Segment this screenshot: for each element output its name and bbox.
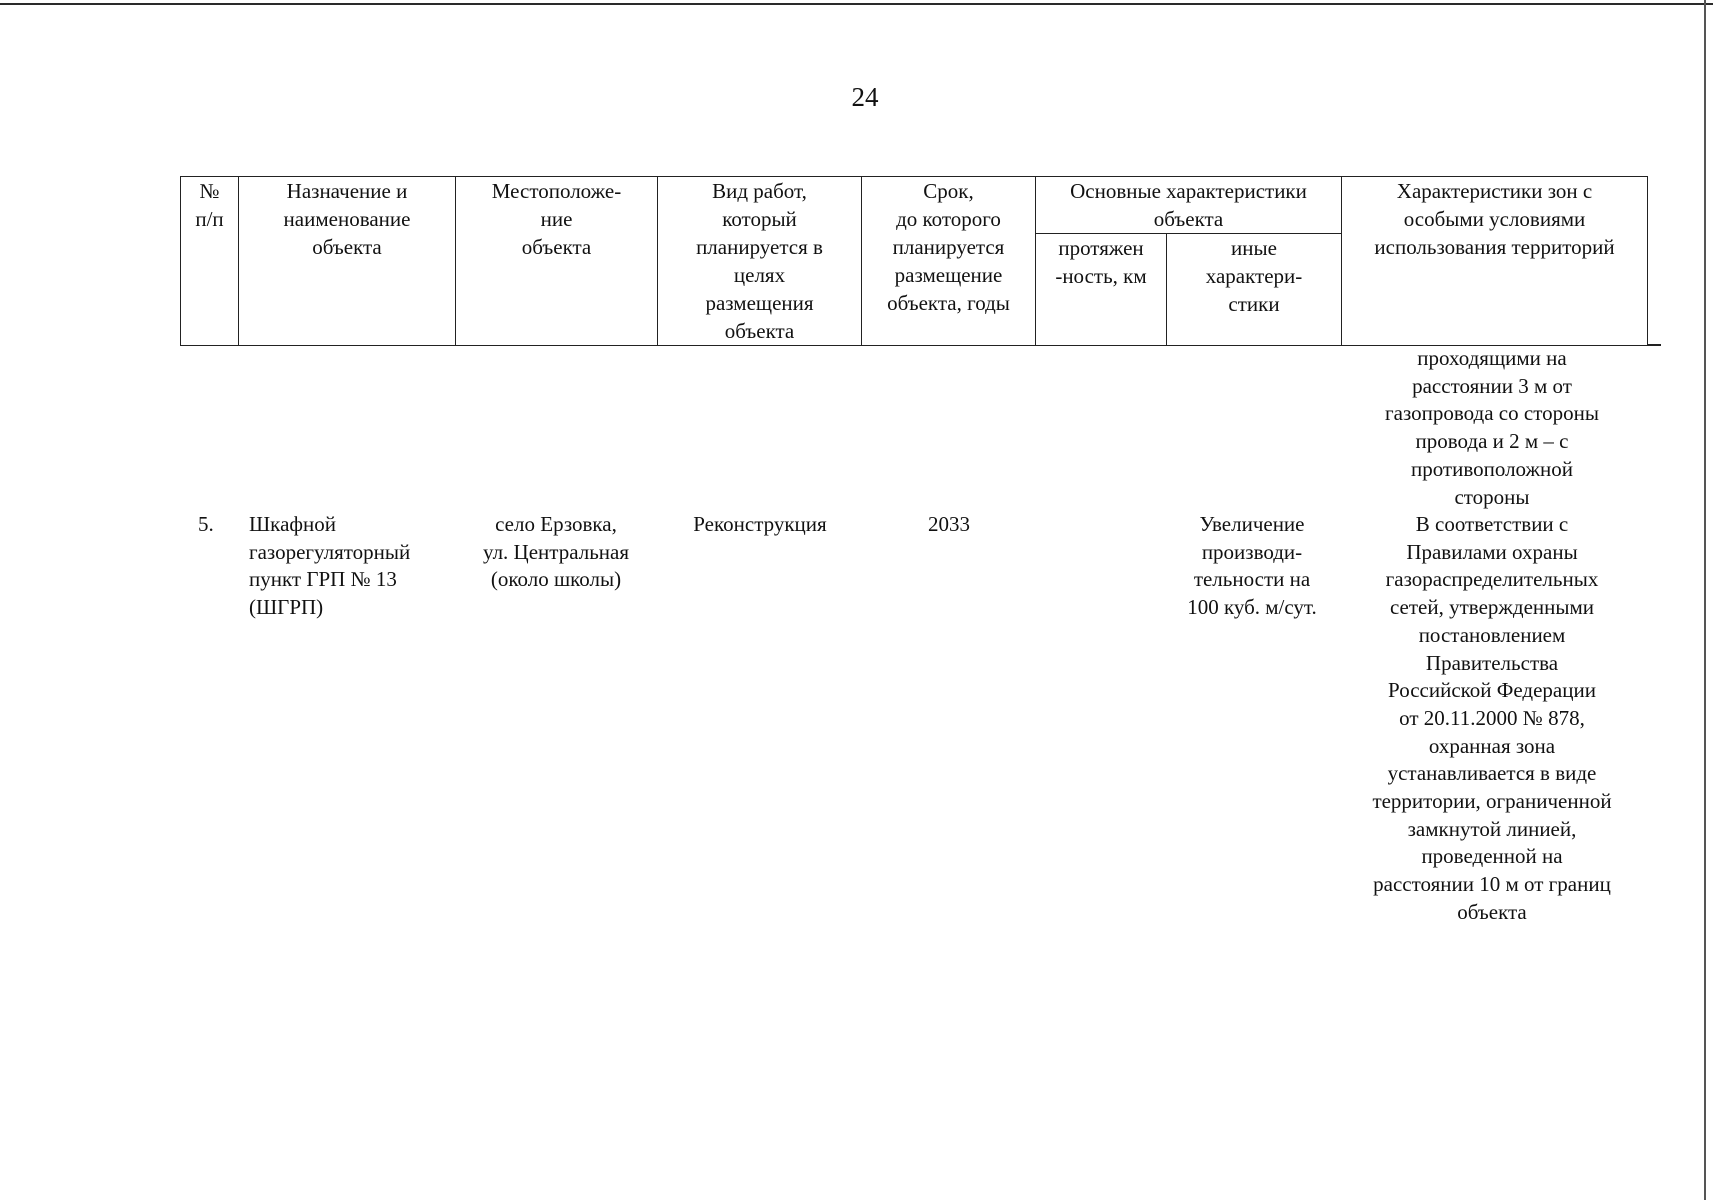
header-col-number: № п/п [181,177,239,346]
object-name: Шкафной газорегуляторный пункт ГРП № 13 (ШГРП) [249,512,411,620]
header-col-other-characteristics: иные характери- стики [1167,234,1342,346]
header-col-term: Срок, до которого планируется размещение объекта, годы [862,177,1036,346]
header-col-main-characteristics: Основные характеристики объекта [1036,177,1342,234]
other-characteristics: Увеличение производи- тельности на 100 куб. м/сут. [1187,512,1317,620]
header-col-location: Местоположе- ние объекта [456,177,658,346]
header-col-length: протяжен -ность, км [1036,234,1167,346]
top-border-line [0,3,1713,5]
object-location: село Ерзовка, ул. Центральная (около школы) [483,512,629,592]
header-col-zones: Характеристики зон с особыми условиями использования территорий [1342,177,1648,346]
zone-characteristics: В соответствии с Правилами охраны газораспределительных сетей, утвержденными постановлением Правительства Российской Федерации от 20.11.2000 № 878, охранная зона устанавливается в виде территории, ограниченной замкнутой линией, проведенной на расстоянии 10 м от границ объекта [1372,512,1612,924]
row-number: 5. [198,512,214,536]
header-bottom-line-extension [1647,344,1661,346]
header-col-work-type: Вид работ, который планируется в целях размещения объекта [658,177,862,346]
page-number: 24 [851,82,879,112]
term-year: 2033 [928,512,970,536]
zone-continuation-text: проходящими на расстоянии 3 м от газопровода со стороны провода и 2 м – с противоположной стороны [1385,346,1599,509]
right-border-line [1704,0,1706,1200]
table-header [180,176,1648,346]
header-col-name: Назначение и наименование объекта [239,177,456,346]
work-type: Реконструкция [693,512,827,536]
